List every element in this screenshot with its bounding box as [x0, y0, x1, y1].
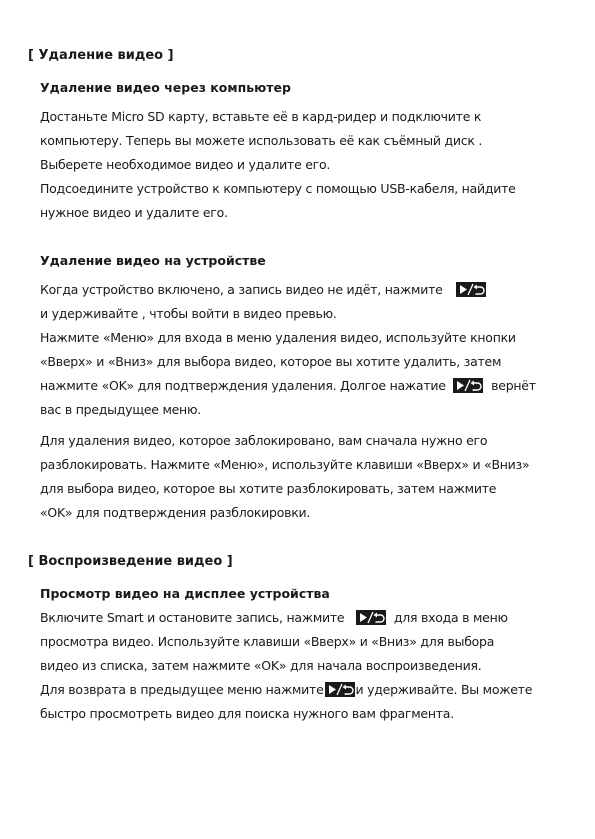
paragraph-line: [40, 682, 532, 698]
play-back-icon: [325, 682, 355, 697]
paragraph-line: [40, 282, 490, 298]
line-text: нажмите «OK» для подтверждения удаления. Долгое нажатие: [40, 378, 446, 393]
subsection-title-delete-pc: Удаление видео через компьютер: [40, 80, 291, 95]
paragraph-line: [40, 378, 536, 394]
paragraph-line: «OK» для подтверждения разблокировки.: [40, 505, 311, 520]
paragraph-line: быстро просмотреть видео для поиска нужного вам фрагмента.: [40, 706, 454, 721]
paragraph-line: просмотра видео. Используйте клавиши «Вверх» и «Вниз» для выбора: [40, 634, 495, 649]
paragraph-line: Нажмите «Меню» для входа в меню удаления видео, используйте кнопки: [40, 330, 516, 345]
paragraph-line: Достаньте Micro SD карту, вставьте её в кард-ридер и подключите к: [40, 109, 482, 124]
paragraph-line: и удерживайте , чтобы войти в видео превью.: [40, 306, 337, 321]
paragraph-line: разблокировать. Нажмите «Меню», используйте клавиши «Вверх» и «Вниз»: [40, 457, 530, 472]
paragraph-line: компьютеру. Теперь вы можете использовать её как съёмный диск .: [40, 133, 483, 148]
paragraph-line: Подсоедините устройство к компьютеру с помощью USB-кабеля, найдите: [40, 181, 516, 196]
play-back-icon: [453, 378, 483, 393]
play-back-icon: [356, 610, 386, 625]
paragraph-line: [40, 610, 508, 626]
paragraph-line: нужное видео и удалите его.: [40, 205, 228, 220]
paragraph-line: видео из списка, затем нажмите «OK» для начала воспроизведения.: [40, 658, 482, 673]
line-text: Включите Smart и остановите запись, нажмите: [40, 610, 345, 625]
section-title-playback: [ Воспроизведение видео ]: [28, 554, 233, 569]
paragraph-line: Для удаления видео, которое заблокировано, вам сначала нужно его: [40, 433, 488, 448]
paragraph-line: для выбора видео, которое вы хотите разблокировать, затем нажмите: [40, 481, 497, 496]
paragraph-line: вас в предыдущее меню.: [40, 402, 201, 417]
line-text: Для возврата в предыдущее меню нажмите: [40, 682, 324, 697]
line-text: и удерживайте. Вы можете: [355, 682, 533, 697]
section-title-delete: [ Удаление видео ]: [28, 48, 174, 63]
line-text: для входа в меню: [393, 610, 508, 625]
subsection-title-playback-view: Просмотр видео на дисплее устройства: [40, 586, 330, 601]
line-text: вернёт: [491, 378, 536, 393]
play-back-icon: [456, 282, 486, 297]
line-text: Когда устройство включено, а запись видео не идёт, нажмите: [40, 282, 443, 297]
paragraph-line: «Вверх» и «Вниз» для выбора видео, которое вы хотите удалить, затем: [40, 354, 502, 369]
subsection-title-delete-device: Удаление видео на устройстве: [40, 253, 266, 268]
paragraph-line: Выберете необходимое видео и удалите его.: [40, 157, 331, 172]
